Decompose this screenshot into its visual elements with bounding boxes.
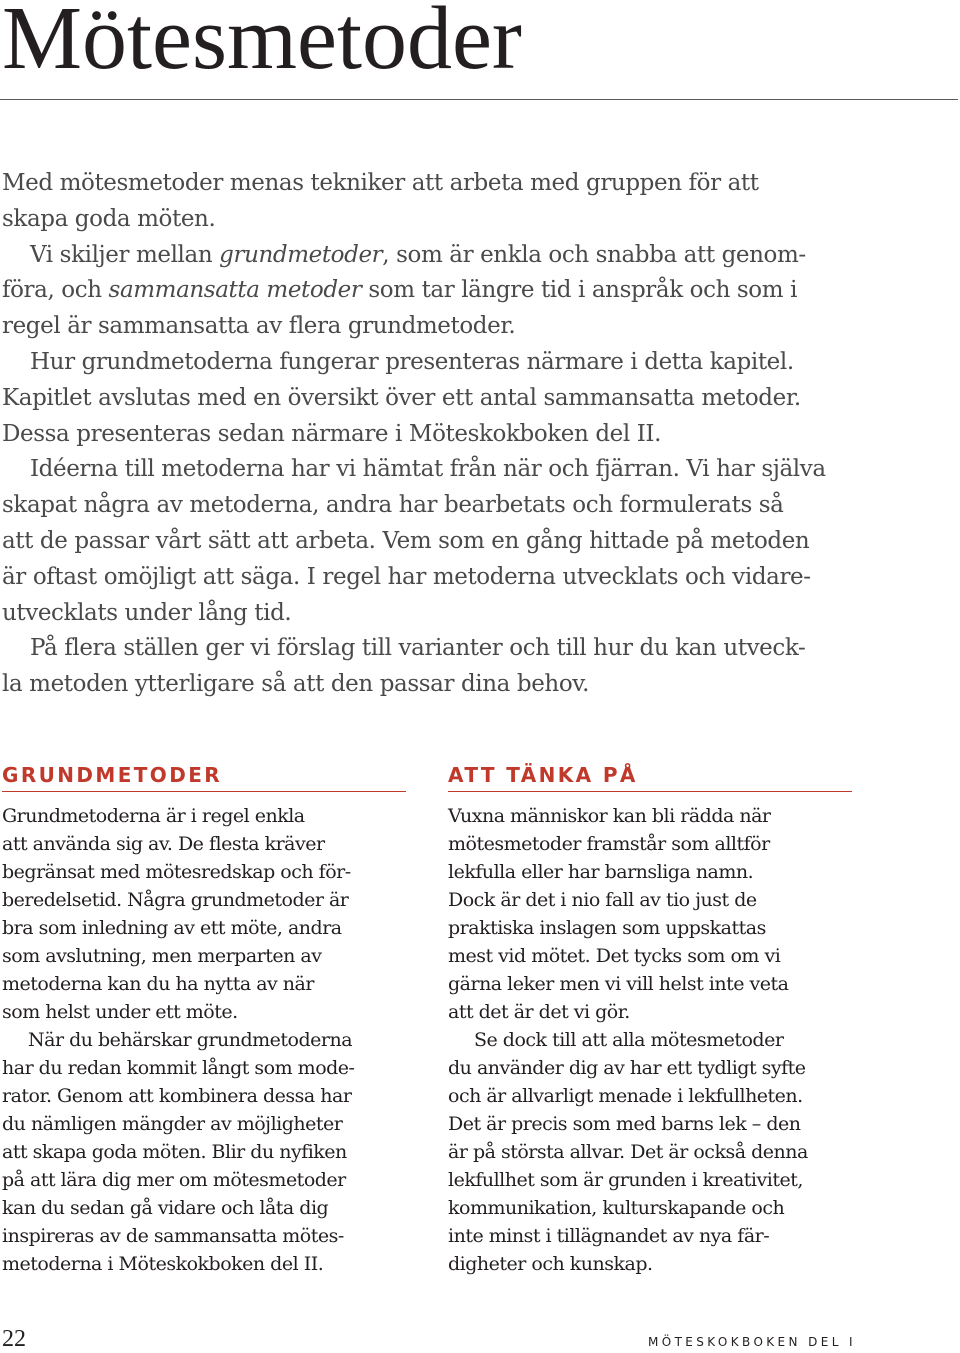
text-line: På flera ställen ger vi förslag till varianter och till hur du kan utveck- <box>30 635 806 662</box>
text-line: att de passar vårt sätt att arbeta. Vem som en gång hittade på metoden <box>2 527 810 554</box>
intro-paragraph-4 <box>2 452 902 631</box>
intro-paragraph-5 <box>2 631 902 703</box>
text-line: och är allvarligt menade i lekfullheten. <box>448 1085 803 1107</box>
text-line: Dessa presenteras sedan närmare i Möteskokboken del II. <box>2 420 662 447</box>
text-line: praktiska inslagen som uppskattas <box>448 917 766 939</box>
running-head: MÖTESKOKBOKEN DEL I <box>647 1335 856 1349</box>
intro-text <box>2 166 902 703</box>
text-line: lekfullhet som är grunden i kreativitet, <box>448 1169 803 1191</box>
text-line: är oftast omöjligt att säga. I regel har metoderna utvecklats och vidare- <box>2 563 811 590</box>
grundmetoder-heading: GRUNDMETODER <box>2 763 223 787</box>
text-line: mest vid mötet. Det tycks som om vi <box>448 945 781 967</box>
text-line: metoderna kan du ha nytta av när <box>2 973 314 995</box>
text-line: du använder dig av har ett tydligt syfte <box>448 1057 806 1079</box>
title-divider <box>0 99 958 100</box>
intro-paragraph-2 <box>2 238 902 345</box>
text-line: Vuxna människor kan bli rädda när <box>448 805 771 827</box>
emphasis-sammansatta-metoder: sammansatta metoder <box>108 277 362 304</box>
emphasis-grundmetoder: grundmetoder <box>219 241 383 268</box>
text-line: på att lära dig mer om mötesmetoder <box>2 1169 346 1191</box>
text-line <box>2 273 902 309</box>
page-number: 22 <box>2 1326 26 1352</box>
text-line: inspireras av de sammansatta mötes- <box>2 1225 344 1247</box>
page-title: Mötesmetoder <box>2 0 522 88</box>
text-line: Hur grundmetoderna fungerar presenteras närmare i detta kapitel. <box>30 348 794 375</box>
intro-paragraph-3 <box>2 345 902 452</box>
text-line: regel är sammansatta av flera grundmetoder. <box>2 313 516 340</box>
text-line: metoderna i Möteskokboken del II. <box>2 1253 324 1275</box>
text-line: Dock är det i nio fall av tio just de <box>448 889 757 911</box>
text-line: digheter och kunskap. <box>448 1253 653 1275</box>
text-line: begränsat med mötesredskap och för- <box>2 861 351 883</box>
grundmetoder-body <box>2 802 407 1278</box>
text-line: beredelsetid. Några grundmetoder är <box>2 889 349 911</box>
text-line: skapat några av metoderna, andra har bearbetats och formulerats så <box>2 492 784 519</box>
text-line: som helst under ett möte. <box>2 1001 238 1023</box>
text-line: är på största allvar. Det är också denna <box>448 1141 808 1163</box>
text-line: som avslutning, men merparten av <box>2 945 322 967</box>
text-line: inte minst i tillägnandet av nya fär- <box>448 1225 770 1247</box>
text-line: mötesmetoder framstår som alltför <box>448 833 770 855</box>
intro-paragraph-1 <box>2 166 902 238</box>
text-line: rator. Genom att kombinera dessa har <box>2 1085 352 1107</box>
text-line: du nämligen mängder av möjligheter <box>2 1113 343 1135</box>
text-line: Grundmetoderna är i regel enkla <box>2 805 305 827</box>
att-tanka-pa-heading: ATT TÄNKA PÅ <box>448 763 638 787</box>
text-line: skapa goda möten. <box>2 205 216 232</box>
text-line: att använda sig av. De flesta kräver <box>2 833 325 855</box>
text-line: att skapa goda möten. Blir du nyfiken <box>2 1141 347 1163</box>
text-line: lekfulla eller har barnsliga namn. <box>448 861 754 883</box>
text-line: att det är det vi gör. <box>448 1001 630 1023</box>
text-line: Idéerna till metoderna har vi hämtat från när och fjärran. Vi har själva <box>30 456 826 483</box>
text-line: Kapitlet avslutas med en översikt över ett antal sammansatta metoder. <box>2 384 801 411</box>
text-run: föra, och <box>2 277 109 304</box>
text-line: Se dock till att alla mötesmetoder <box>474 1029 784 1051</box>
text-line: Med mötesmetoder menas tekniker att arbeta med gruppen för att <box>2 170 759 196</box>
text-line: När du behärskar grundmetoderna <box>28 1029 353 1051</box>
att-tanka-pa-body <box>448 802 853 1278</box>
text-run: , som är enkla och snabba att genom- <box>382 241 806 268</box>
text-line: kommunikation, kulturskapande och <box>448 1197 785 1219</box>
grundmetoder-rule <box>2 791 406 792</box>
text-run: som tar längre tid i anspråk och som i <box>361 277 798 304</box>
text-line: bra som inledning av ett möte, andra <box>2 917 342 939</box>
text-line: gärna leker men vi vill helst inte veta <box>448 973 789 995</box>
grundmetoder-box <box>2 762 407 1278</box>
text-line <box>2 238 902 274</box>
att-tanka-pa-rule <box>448 791 852 792</box>
text-line: utvecklats under lång tid. <box>2 599 292 626</box>
text-run: Vi skiljer mellan <box>30 241 220 268</box>
text-line: kan du sedan gå vidare och låta dig <box>2 1197 329 1219</box>
text-line: Det är precis som med barns lek – den <box>448 1113 801 1135</box>
att-tanka-pa-box <box>448 762 853 1278</box>
text-line: la metoden ytterligare så att den passar dina behov. <box>2 671 590 698</box>
text-line: har du redan kommit långt som mode- <box>2 1057 355 1079</box>
